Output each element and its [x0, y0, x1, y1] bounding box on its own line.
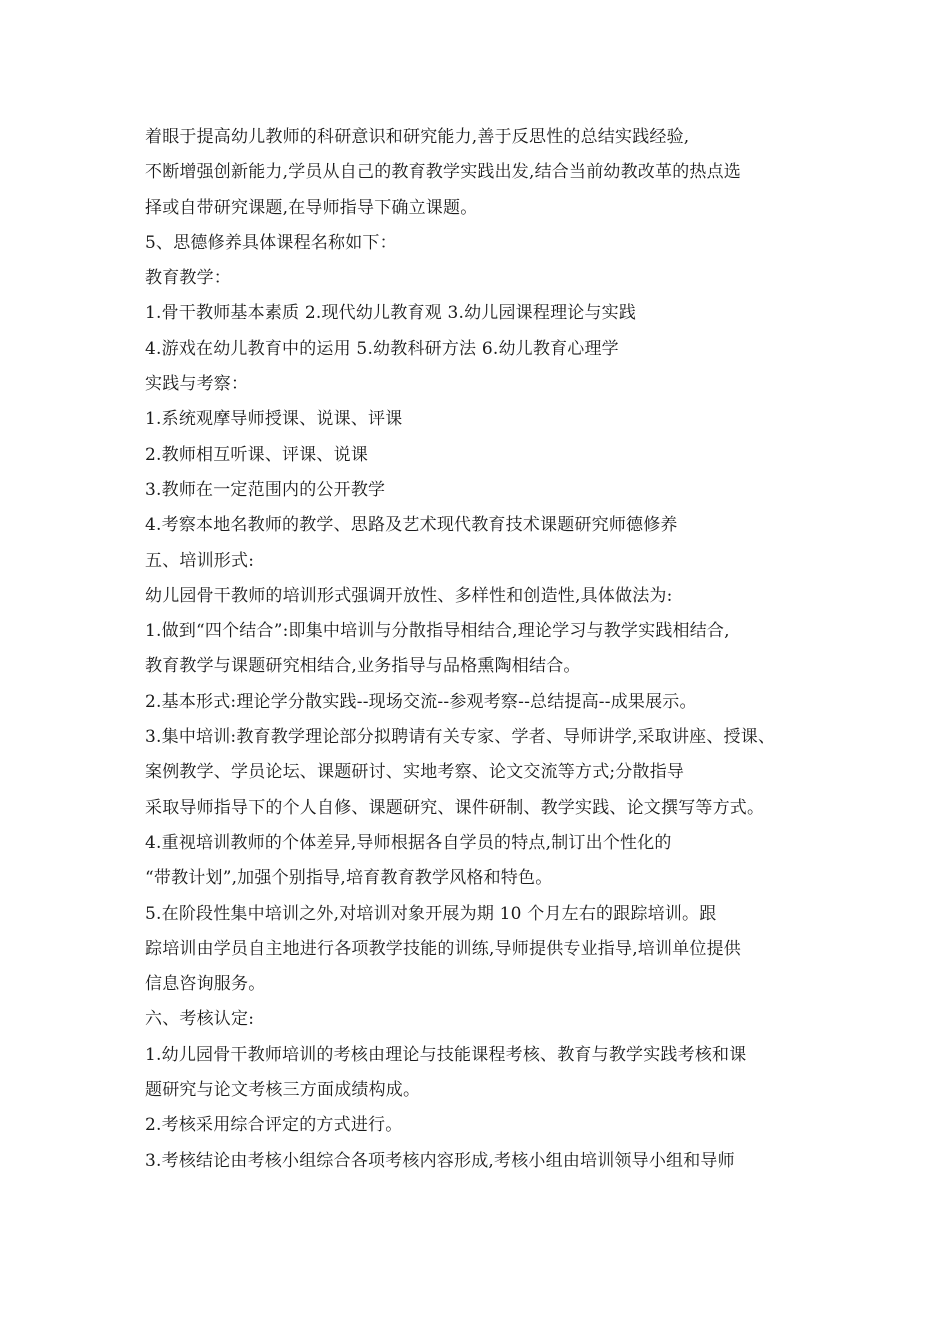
- text-line: 择或自带研究课题,在导师指导下确立课题。: [145, 197, 478, 218]
- text-line: 1.系统观摩导师授课、说课、评课: [145, 409, 403, 430]
- section-heading: 六、考核认定:: [145, 1009, 255, 1030]
- text-line: 4.考察本地名教师的教学、思路及艺术现代教育技术课题研究师德修养: [145, 515, 678, 536]
- section-heading: 五、培训形式:: [145, 550, 255, 571]
- text-line: 教育教学与课题研究相结合,业务指导与品格熏陶相结合。: [145, 656, 581, 677]
- text-line: 3.教师在一定范围内的公开教学: [145, 479, 386, 500]
- section-heading: 5、思德修养具体课程名称如下：: [145, 232, 397, 253]
- text-line: 3.考核结论由考核小组综合各项考核内容形成,考核小组由培训领导小组和导师: [145, 1150, 735, 1171]
- text-line: 5.在阶段性集中培训之外,对培训对象开展为期 10 个月左右的跟踪培训。跟: [145, 903, 717, 924]
- text-line: 1.做到“四个结合”:即集中培训与分散指导相结合,理论学习与教学实践相结合,: [145, 621, 730, 642]
- text-line: 2.基本形式:理论学分散实践--现场交流--参观考察--总结提高--成果展示。: [145, 691, 697, 712]
- text-line: 2.教师相互听课、评课、说课: [145, 444, 369, 465]
- text-line: 幼儿园骨干教师的培训形式强调开放性、多样性和创造性,具体做法为:: [145, 585, 673, 606]
- text-line: 3.集中培训:教育教学理论部分拟聘请有关专家、学者、导师讲学,采取讲座、授课、: [145, 727, 776, 748]
- text-line: 1.骨干教师基本素质 2.现代幼儿教育观 3.幼儿园课程理论与实践: [145, 303, 637, 324]
- text-line: 1.幼儿园骨干教师培训的考核由理论与技能课程考核、教育与教学实践考核和课: [145, 1044, 747, 1065]
- text-line: 踪培训由学员自主地进行各项教学技能的训练,导师提供专业指导,培训单位提供: [145, 938, 742, 959]
- text-line: 4.重视培训教师的个体差异,导师根据各自学员的特点,制订出个性化的: [145, 832, 672, 853]
- text-line: 4.游戏在幼儿教育中的运用 5.幼教科研方法 6.幼儿教育心理学: [145, 338, 619, 359]
- subsection-heading: 教育教学：: [145, 268, 231, 289]
- text-line: 不断增强创新能力,学员从自己的教育教学实践出发,结合当前幼教改革的热点选: [145, 162, 742, 183]
- text-line: 题研究与论文考核三方面成绩构成。: [145, 1080, 421, 1101]
- text-line: 信息咨询服务。: [145, 974, 266, 995]
- document-body: [145, 120, 835, 1179]
- text-line: 2.考核采用综合评定的方式进行。: [145, 1115, 403, 1136]
- text-line: 案例教学、学员论坛、课题研讨、实地考察、论文交流等方式;分散指导: [145, 762, 685, 783]
- text-line: 着眼于提高幼儿教师的科研意识和研究能力,善于反思性的总结实践经验,: [145, 127, 690, 147]
- subsection-heading: 实践与考察：: [145, 374, 249, 395]
- text-line: “带教计划”,加强个别指导,培育教育教学风格和特色。: [145, 868, 553, 889]
- text-line: 采取导师指导下的个人自修、课题研究、课件研制、教学实践、论文撰写等方式。: [145, 797, 765, 818]
